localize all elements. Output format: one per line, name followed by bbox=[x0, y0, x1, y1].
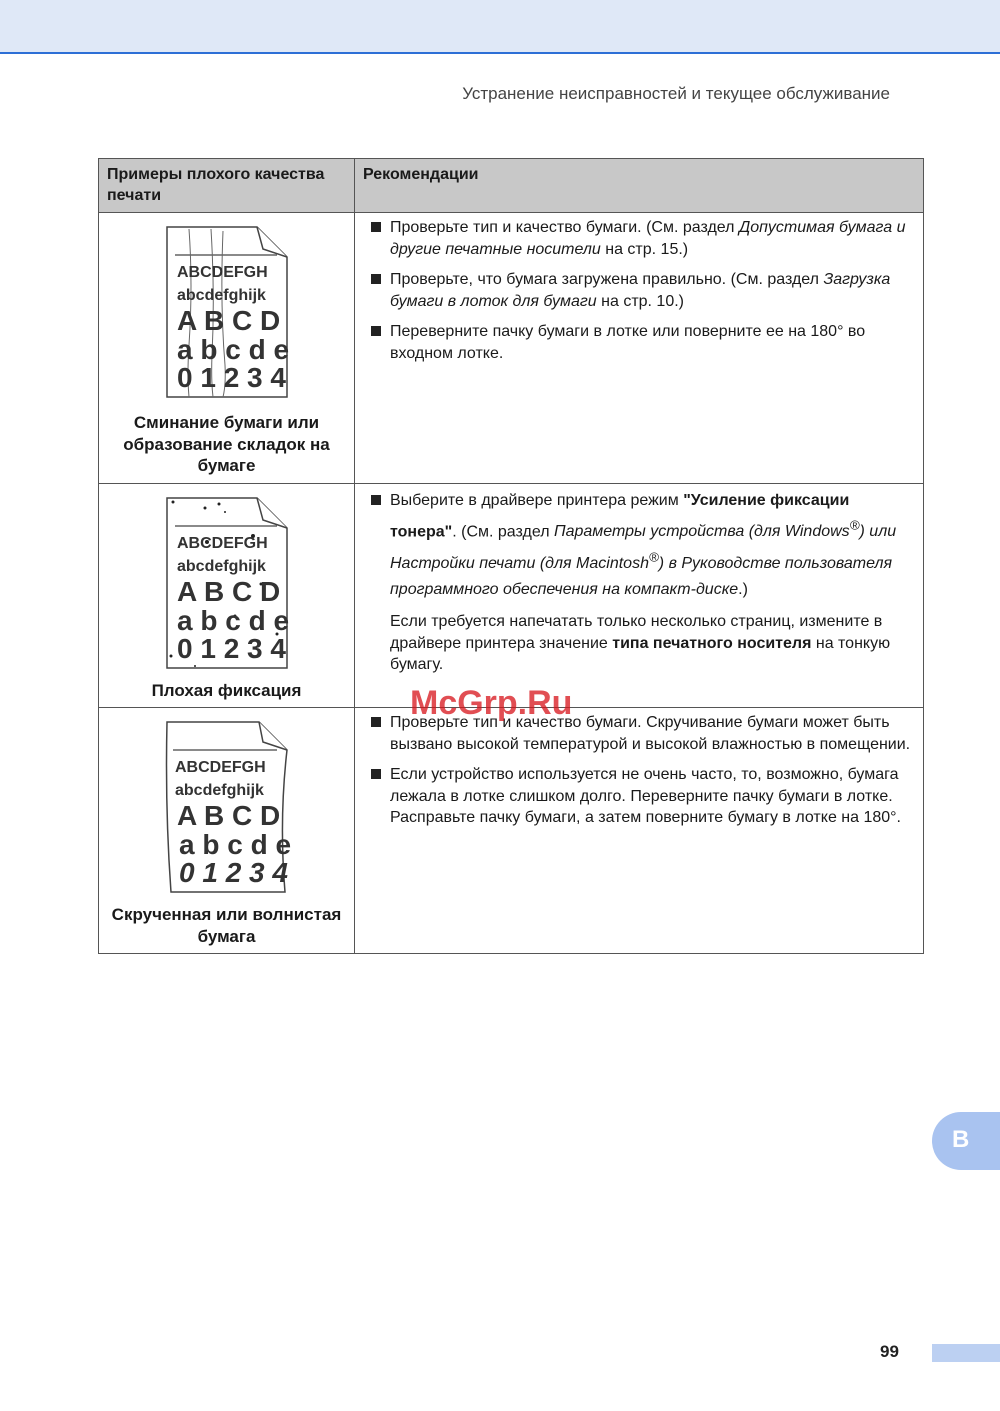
top-band bbox=[0, 0, 1000, 52]
sample-text-line: ABCDEFGH bbox=[176, 264, 268, 281]
recommendation-list bbox=[371, 217, 913, 364]
recommendation-item: Проверьте, что бумага загружена правильно. (См. раздел Загрузка бумаги в лоток для бумаги на стр. 10.) bbox=[371, 269, 913, 312]
bullet-icon bbox=[371, 495, 381, 505]
page-number: 99 bbox=[880, 1342, 899, 1361]
sample-text-line: 0 1 2 3 4 bbox=[176, 362, 286, 393]
example-cell bbox=[99, 213, 355, 484]
page-number-bar bbox=[932, 1344, 1000, 1362]
recommendation-list bbox=[371, 488, 913, 603]
recommendation-item: Проверьте тип и качество бумаги. (См. раздел Допустимая бумага и другие печатные носители на стр. 15.) bbox=[371, 217, 913, 260]
recommendation-cell bbox=[355, 708, 924, 954]
appendix-tab bbox=[932, 1112, 1000, 1170]
sample-text-line: a b c d e bbox=[178, 829, 291, 860]
recommendation-item: Переверните пачку бумаги в лотке или поверните ее на 180° во входном лотке. bbox=[371, 321, 913, 364]
curled-paper-illustration bbox=[163, 720, 291, 894]
bullet-icon bbox=[371, 769, 381, 779]
example-caption: Скрученная или волнистая бумага bbox=[111, 905, 342, 946]
sample-text-line: abcdefghijk bbox=[176, 287, 266, 304]
top-rule bbox=[0, 52, 1000, 54]
sample-text-line: ABCDEFGH bbox=[174, 759, 266, 776]
creased-paper-illustration bbox=[165, 225, 289, 399]
bullet-icon bbox=[371, 222, 381, 232]
table-row bbox=[99, 708, 924, 954]
recommendation-cell bbox=[355, 213, 924, 484]
table-header-row bbox=[99, 159, 924, 213]
sample-text-line: A B C D bbox=[176, 800, 280, 831]
sample-text-line: A B C D bbox=[176, 575, 280, 607]
column-header-recommendations: Рекомендации bbox=[355, 159, 924, 213]
recommendation-list bbox=[371, 712, 913, 829]
watermark: McGrp.Ru bbox=[410, 684, 573, 722]
example-caption: Сминание бумаги или образование складок на бумаге bbox=[123, 413, 330, 475]
sample-text-line: 0 1 2 3 4 bbox=[176, 632, 286, 664]
appendix-tab-label: B bbox=[952, 1126, 970, 1153]
bullet-icon bbox=[371, 717, 381, 727]
sample-text-line: 0 1 2 3 4 bbox=[178, 857, 288, 888]
recommendation-paragraph: Если требуется напечатать только несколько страниц, измените в драйвере принтера значение типа печатного носителя на тонкую бумагу. bbox=[390, 613, 891, 674]
example-cell bbox=[99, 483, 355, 708]
recommendation-item: Выберите в драйвере принтера режим "Усиление фиксации тонера". (См. раздел Параметры устройства (для Windows®) или Настройки печати (для Macintosh®) в Руководстве пользователя программного обеспечения на компакт-диске.) bbox=[371, 488, 913, 603]
sample-text-line: abcdefghijk bbox=[174, 782, 264, 799]
table-row bbox=[99, 213, 924, 484]
sample-text-line: a b c d e bbox=[176, 334, 289, 365]
bullet-icon bbox=[371, 326, 381, 336]
sample-text-line: a b c d e bbox=[176, 604, 289, 636]
table-row bbox=[99, 483, 924, 708]
recommendation-item: Если устройство используется не очень часто, то, возможно, бумага лежала в лотке слишком долго. Переверните пачку бумаги в лотке. Расправьте пачку бумаги, а затем поверните бумагу в лотке на 180°. bbox=[371, 764, 913, 829]
recommendation-item: Проверьте тип и качество бумаги. Скручивание бумаги может быть вызвано высокой температурой и высокой влажностью в помещении. bbox=[371, 712, 913, 755]
sample-text-line: abcdefghijk bbox=[176, 557, 266, 575]
example-caption: Плохая фиксация bbox=[151, 680, 302, 700]
running-header: Устранение неисправностей и текущее обслуживание bbox=[462, 84, 890, 103]
sample-text-line: ABCDEFGH bbox=[176, 534, 268, 552]
recommendation-cell bbox=[355, 483, 924, 708]
poor-fixing-illustration bbox=[165, 496, 289, 670]
troubleshooting-table bbox=[98, 158, 924, 954]
bullet-icon bbox=[371, 274, 381, 284]
column-header-examples: Примеры плохого качества печати bbox=[99, 159, 355, 213]
example-cell bbox=[99, 708, 355, 954]
sample-text-line: A B C D bbox=[176, 305, 280, 336]
